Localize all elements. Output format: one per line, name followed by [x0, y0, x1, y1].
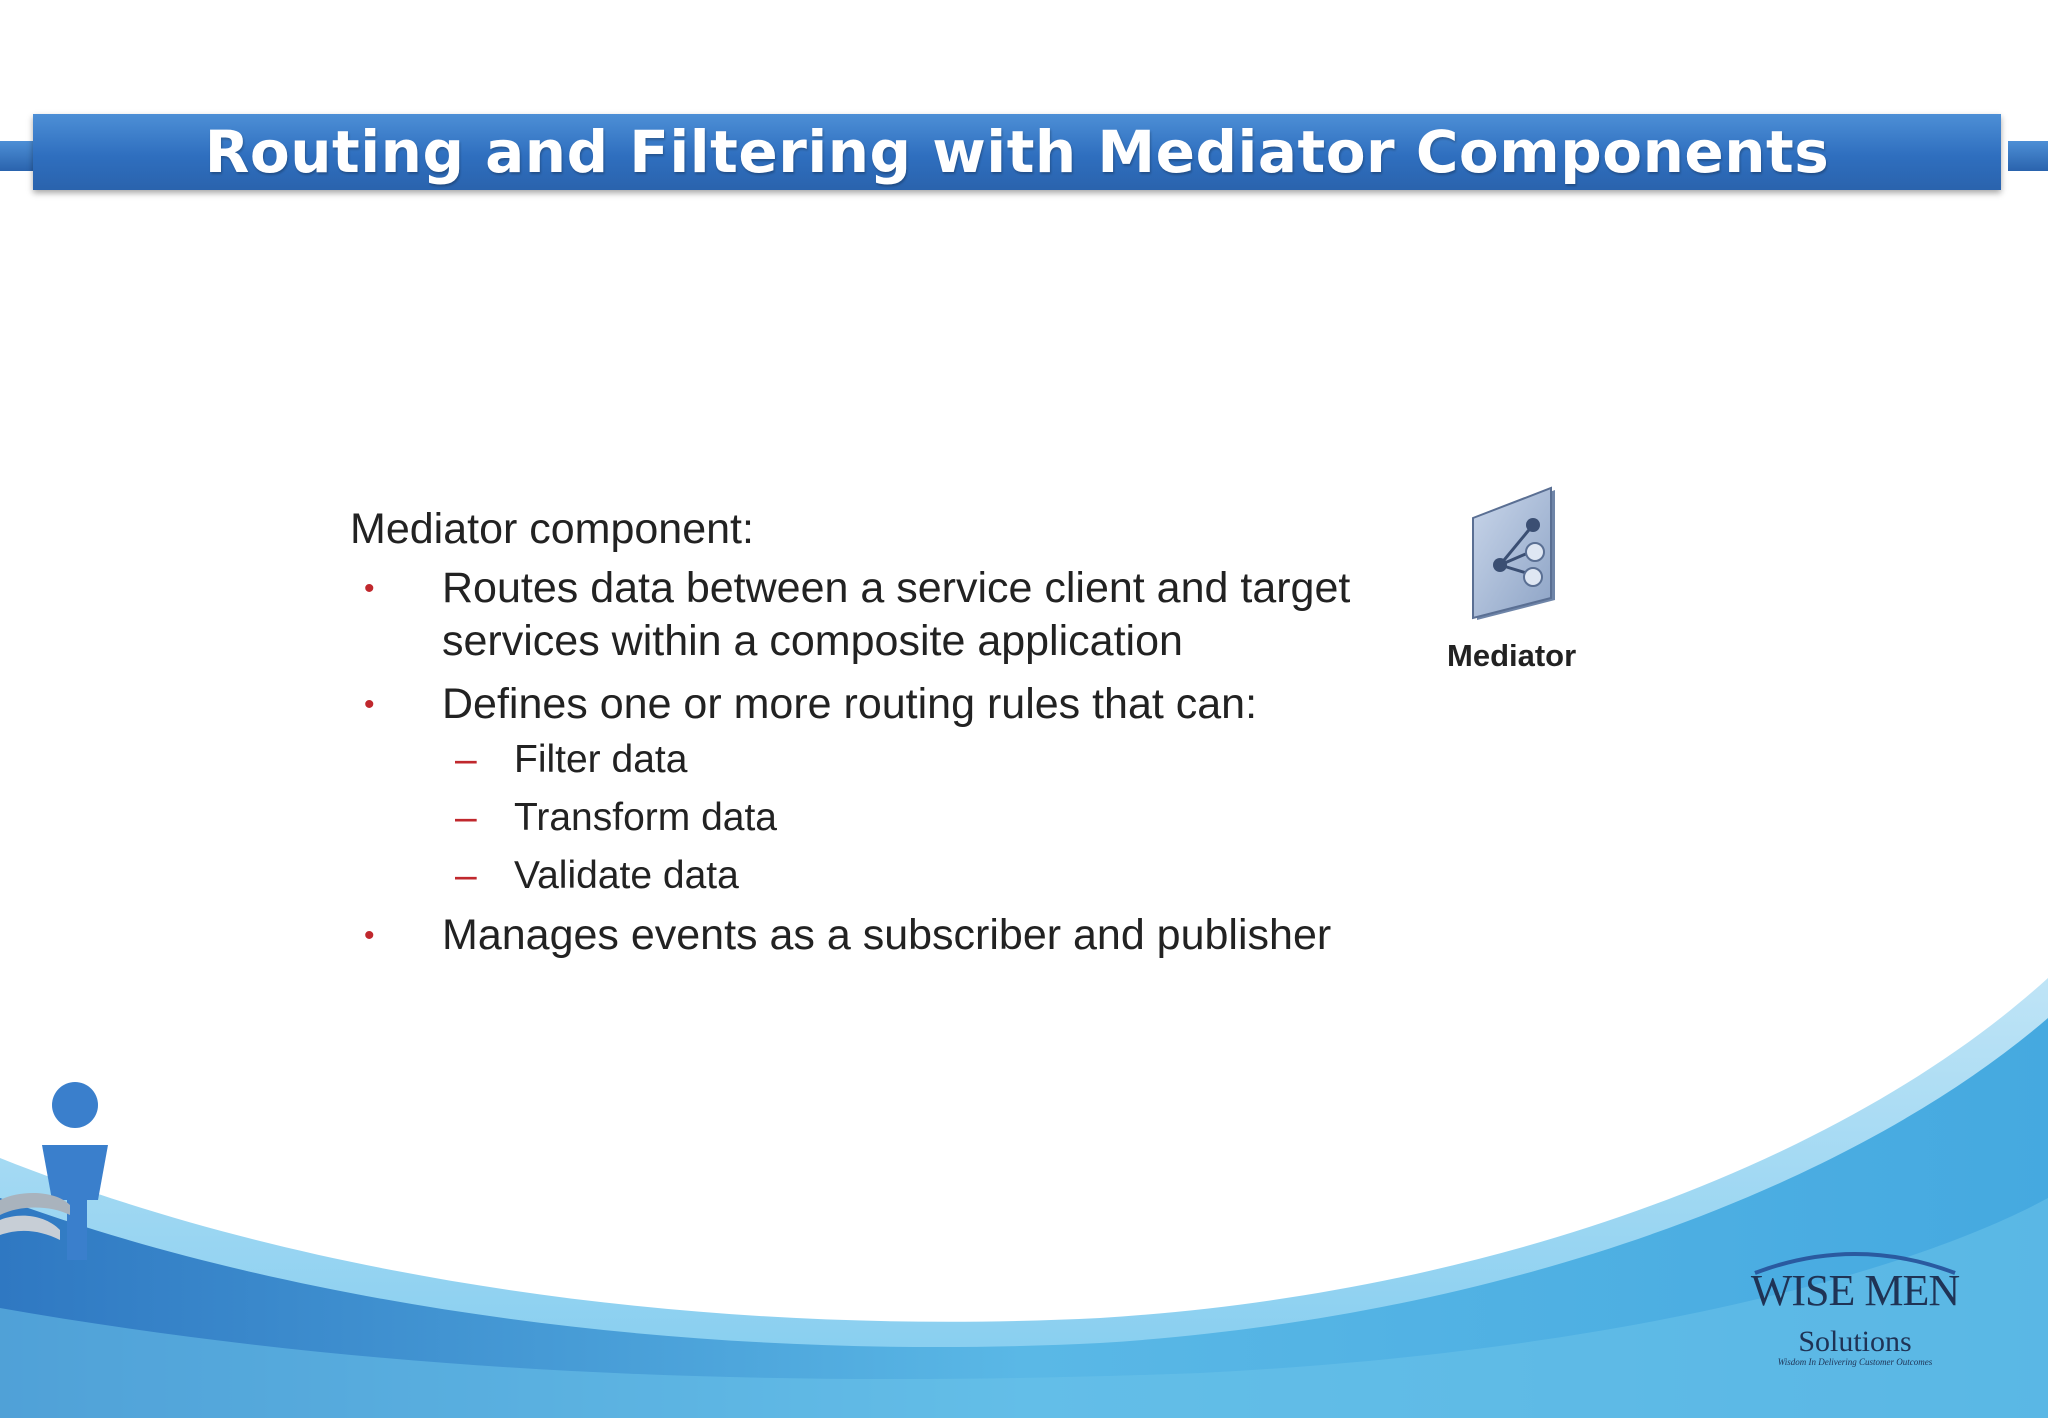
title-bar-right-tab — [2008, 141, 2048, 171]
mediator-icon — [1455, 480, 1575, 620]
company-logo — [1735, 1245, 1975, 1375]
content-area — [350, 500, 1400, 972]
sub-item-dash: – — [455, 738, 477, 781]
bullet-marker: • — [364, 572, 375, 605]
bullet-text-line1: Routes data between a service client and target — [442, 564, 1351, 612]
sub-item-text: Validate data — [514, 854, 739, 897]
logo-tagline: Wisdom In Delivering Customer Outcomes — [1777, 1357, 1933, 1367]
content-heading: Mediator component: — [350, 505, 754, 553]
sub-item — [350, 731, 1400, 789]
sub-item-text: Transform data — [514, 796, 777, 839]
bullet-text-line2: services within a composite application — [442, 617, 1183, 665]
sub-item-dash: – — [455, 854, 477, 897]
sub-item-text: Filter data — [514, 738, 688, 781]
slide-title: Routing and Filtering with Mediator Components — [204, 118, 1830, 186]
person-icon — [0, 1080, 115, 1270]
sub-item — [350, 847, 1400, 905]
bullet-marker: • — [364, 919, 375, 952]
sub-item — [350, 789, 1400, 847]
bullet-text: Manages events as a subscriber and publisher — [442, 911, 1332, 959]
bullet-text: Defines one or more routing rules that can: — [442, 680, 1258, 728]
logo-subtitle: Solutions — [1798, 1325, 1912, 1358]
bullet-marker: • — [364, 688, 375, 721]
title-bar — [33, 114, 2001, 190]
bullet-item — [350, 909, 1400, 962]
logo-name: WISE MEN — [1750, 1266, 1960, 1315]
mediator-label: Mediator — [1447, 638, 1577, 673]
bullet-item — [350, 678, 1400, 731]
bullet-item — [350, 562, 1400, 668]
sub-item-dash: – — [455, 796, 477, 839]
